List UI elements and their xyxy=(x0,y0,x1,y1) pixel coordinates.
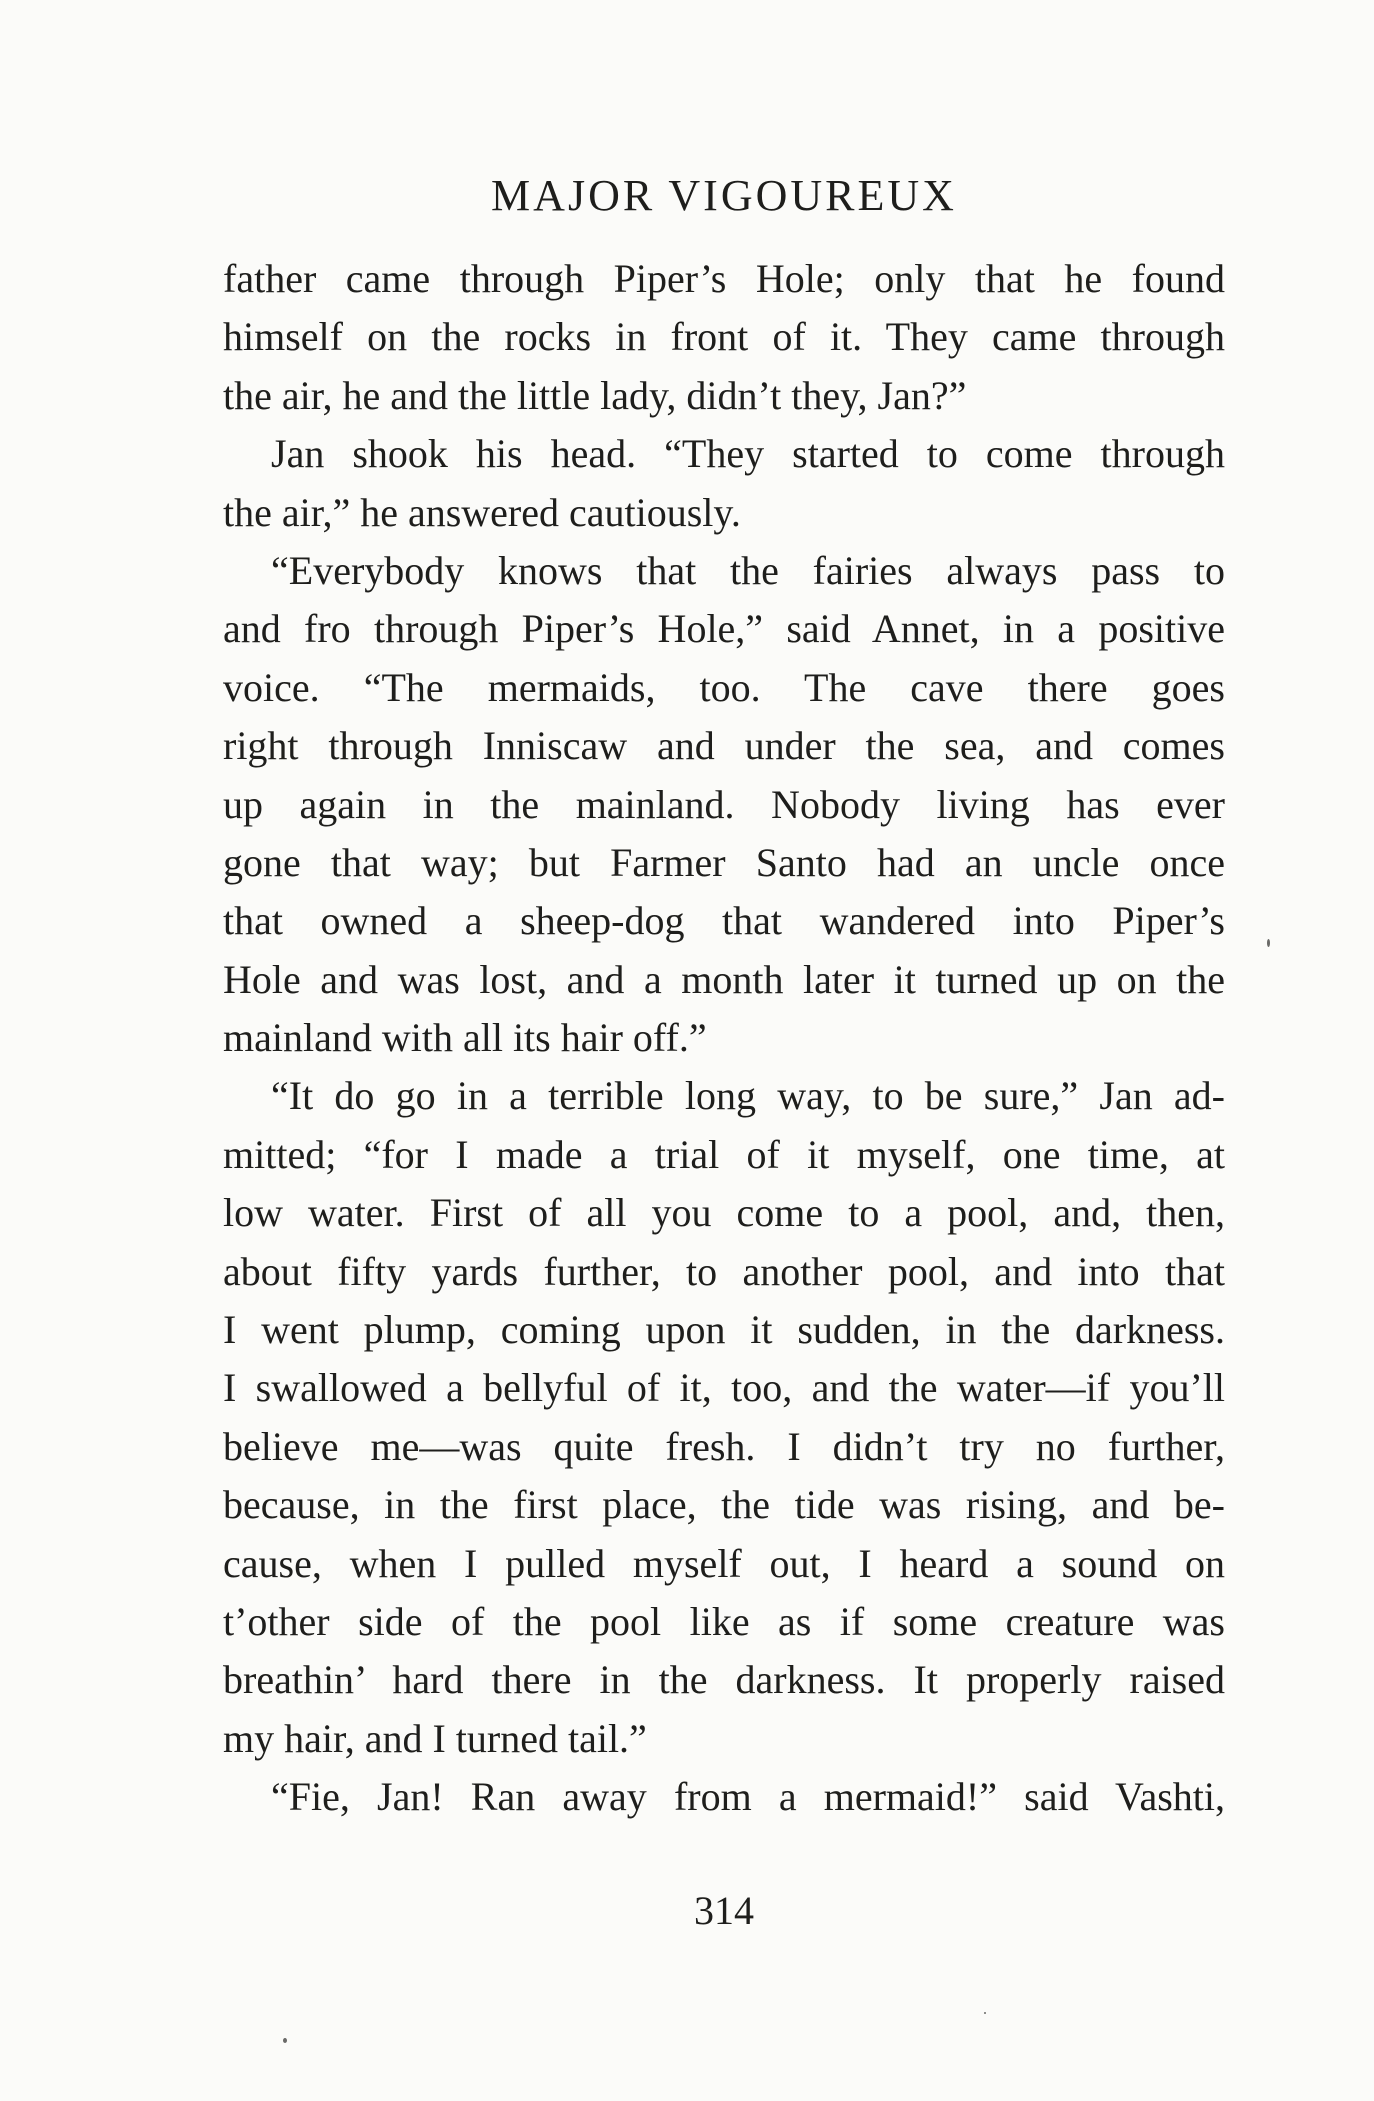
text-line: about fifty yards further, to another pool, and into that xyxy=(223,1248,1225,1294)
text-line: the air,” he answered cautiously. xyxy=(223,489,741,535)
paper-speck xyxy=(283,2038,287,2043)
text-line: that owned a sheep-dog that wandered into Piper’s xyxy=(223,898,1225,944)
text-line: low water. First of all you come to a pool, and, then, xyxy=(223,1190,1225,1236)
text-line: “It do go in a terrible long way, to be sure,” Jan ad- xyxy=(271,1073,1225,1119)
body-text xyxy=(223,250,1225,1827)
text-line: Jan shook his head. “They started to come through xyxy=(271,431,1225,477)
text-line: I went plump, coming upon it sudden, in the darkness. xyxy=(223,1307,1225,1353)
text-line: voice. “The mermaids, too. The cave there goes xyxy=(223,664,1225,710)
text-line: mainland with all its hair off.” xyxy=(223,1015,707,1061)
text-line: my hair, and I turned tail.” xyxy=(223,1715,647,1761)
text-line: and fro through Piper’s Hole,” said Annet, in a positive xyxy=(223,606,1225,652)
paper-speck xyxy=(984,2012,986,2014)
text-line: believe me—was quite fresh. I didn’t try no further, xyxy=(223,1423,1225,1469)
text-line: “Fie, Jan! Ran away from a mermaid!” said Vashti, xyxy=(271,1774,1225,1820)
text-line: cause, when I pulled myself out, I heard a sound on xyxy=(223,1540,1225,1586)
running-head: MAJOR VIGOUREUX xyxy=(491,171,957,220)
text-line: breathin’ hard there in the darkness. It properly raised xyxy=(223,1657,1225,1703)
page-number: 314 xyxy=(694,1888,754,1933)
text-line: gone that way; but Farmer Santo had an uncle once xyxy=(223,839,1225,885)
text-line: t’other side of the pool like as if some creature was xyxy=(223,1598,1225,1644)
text-line: Hole and was lost, and a month later it turned up on the xyxy=(223,956,1225,1002)
text-line: right through Inniscaw and under the sea, and comes xyxy=(223,723,1225,769)
paper-speck xyxy=(1267,939,1270,947)
text-line: the air, he and the little lady, didn’t they, Jan?” xyxy=(223,372,967,418)
text-line: I swallowed a bellyful of it, too, and the water—if you’ll xyxy=(223,1365,1225,1411)
text-line: “Everybody knows that the fairies always pass to xyxy=(271,547,1225,593)
text-line: himself on the rocks in front of it. They came through xyxy=(223,314,1225,360)
text-line: father came through Piper’s Hole; only that he found xyxy=(223,256,1225,301)
text-line: because, in the first place, the tide was rising, and be- xyxy=(223,1482,1225,1528)
text-line: mitted; “for I made a trial of it myself, one time, at xyxy=(223,1131,1225,1177)
text-line: up again in the mainland. Nobody living has ever xyxy=(223,781,1225,827)
